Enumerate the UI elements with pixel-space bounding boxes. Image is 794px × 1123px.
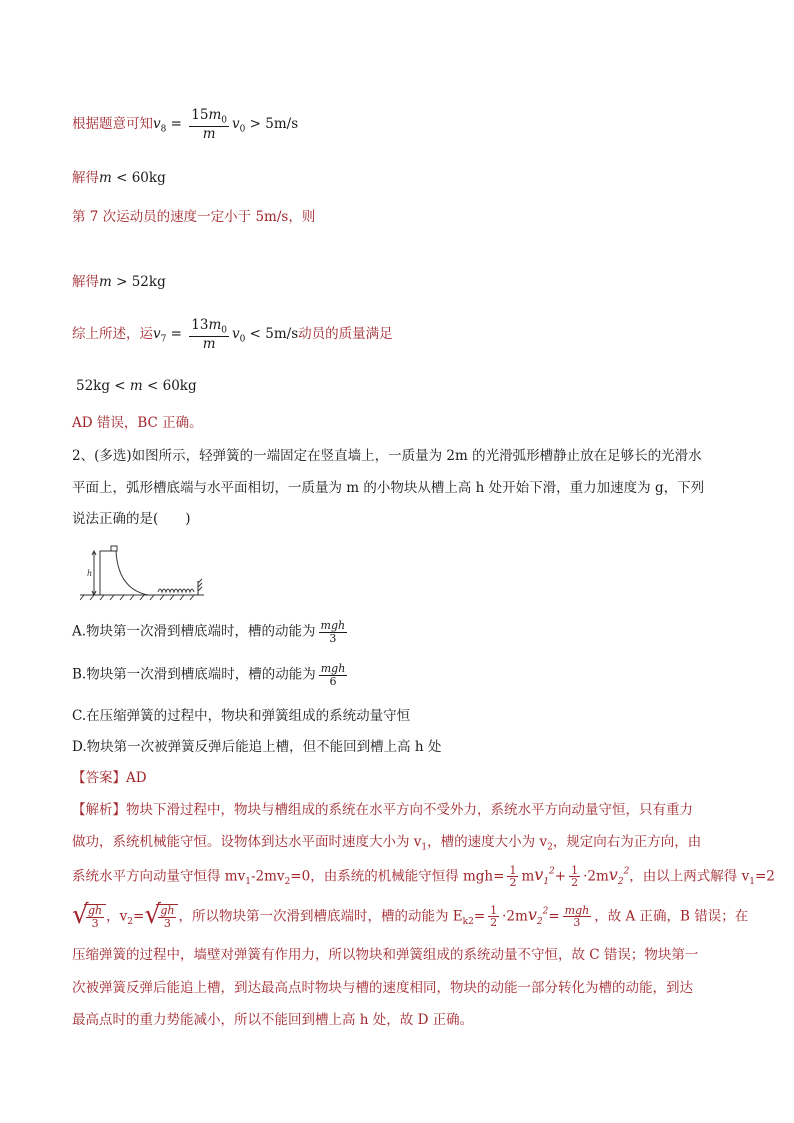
sub-0: 0 [239,124,246,135]
s42: 2 [127,917,134,928]
a4a: ，v [106,908,128,925]
f2n: 1 [571,863,579,877]
a4c: ，所以物块第一次滑到槽底端时，槽的动能为 E [178,908,463,925]
answer-line [72,768,147,788]
fraction-13m0-over-m [189,318,229,351]
analysis-line-2 [72,832,701,858]
option-a-num: mgh [320,619,346,632]
option-b-fraction [319,663,348,687]
var-m: m [129,378,143,394]
question-2-line-3: 说法正确的是( ) [72,511,191,527]
question-2-line-1: 2、(多选)如图所示，轻弹簧的一端固定在竖直墙上，一质量为 2m 的光滑弧形槽静止放在足够长的光滑水 [72,448,702,464]
fraction-15m0-over-m [189,108,229,141]
analysis-line-6: 次被弹簧反弹后能追上槽，到达最高点时物块与槽的速度相同，物块的动能一部分转化为槽的动能，到达 [72,980,693,996]
eq-v7-suffix: 动员的质量满足 [298,326,393,343]
block [111,546,117,551]
a3e: + [554,868,567,885]
analysis-line-3 [72,862,775,893]
conclusion-text: AD 错误，BC 正确。 [72,415,203,431]
a4e: ·2m [502,908,528,925]
var-v0: v [232,116,240,133]
ground-hatch [80,595,194,600]
var-v0: v [232,326,240,343]
sub-1: 1 [421,842,428,853]
eq-v8-line [72,108,298,141]
a4f: = [548,908,560,925]
a3f: ·2m [583,868,609,885]
slope-spring-figure [80,545,210,601]
analysis-line-1 [72,800,693,820]
option-b [72,663,350,687]
analysis-text-1: 物块下滑过程中，物块与槽组成的系统在水平方向不受外力，系统水平方向动量守恒，只有重力 [126,802,693,818]
analysis-line-7: 最高点时的重力势能减小，所以不能回到槽上高 h 处，故 D 正确。 [72,1012,474,1028]
ek2-sub: k2 [462,917,474,928]
sqrt-gh-over-3-b: √ $\frac{gh}{3}$ [144,904,178,929]
range-right: < 60kg [142,378,197,394]
s32: 2 [284,877,291,888]
three-c: 3 [573,916,581,930]
num-coef: 13 [191,317,209,333]
answer-label: 【答案】 [72,770,126,786]
frac-half-1 [507,865,518,889]
eq-v8-tail: > 5m/s [245,116,299,133]
spring [158,589,194,592]
analysis-label: 【解析】 [72,802,126,818]
option-a-fraction [319,620,348,644]
sub-8: 8 [160,124,167,135]
option-b-den: 6 [329,674,337,688]
analysis-text-2a: 做功，系统机械能守恒。设物体到达水平面时速度大小为 v [72,834,422,850]
height-label: h [87,569,93,578]
f1d: 2 [509,876,517,890]
var-v: v [153,326,161,343]
seventh-run-text: 第 7 次运动员的速度一定小于 5m/s，则 [72,209,316,225]
three-b: 3 [163,916,171,930]
analysis-text-2b: ，槽的速度大小为 v [427,834,548,850]
result-m-lt-60 [72,168,166,188]
a3b: -2mv [250,868,285,885]
var-m: m [99,170,112,186]
eq-v7-line [72,318,393,351]
v2-squared: $v_2^2$ [608,865,630,888]
option-b-text: B.物块第一次滑到槽底端时，槽的动能为 [72,666,316,683]
option-a [72,620,350,644]
eq-v7-prefix: 综上所述，运 [72,326,153,343]
option-d: D.物块第一次被弹簧反弹后能追上槽，但不能回到槽上高 h 处 [72,739,442,755]
three-a: 3 [91,916,99,930]
var-v: v [153,116,161,133]
num-sub: 0 [221,115,228,126]
sqrt-gh-over-3-a: √ $\frac{gh}{3}$ [72,904,106,929]
num-var: m [208,317,222,333]
answer-value: AD [126,770,147,786]
mgh: mgh [564,903,590,917]
f2d: 2 [571,876,579,890]
num-coef: 15 [191,107,209,123]
wall-hatch [198,579,202,591]
eq-v8-prefix: 根据题意可知 [72,116,153,133]
a4g: ，故 A 正确，B 错误；在 [594,908,749,925]
a3g: ，由以上两式解得 v [629,868,750,885]
range-left: 52kg < [76,378,130,394]
gh-a: gh [88,904,103,918]
s31: 1 [245,877,251,888]
sub-2: 2 [547,842,553,853]
a3d: m [521,868,535,885]
a3h: =2 [754,868,775,885]
analysis-line-5: 压缩弹簧的过程中，墙壁对弹簧有作用力，所以物块和弹簧组成的系统动量不守恒，故 C 错误；物块第一 [72,947,699,963]
gh-b: gh [160,904,175,918]
result-tail: > 52kg [111,274,166,290]
sub-7: 7 [160,334,167,345]
question-2-line-2: 平面上，弧形槽底端与水平面相切，一质量为 m 的小物块从槽上高 h 处开始下滑，重力加速度为 g，下列 [72,480,705,496]
den-var: m [202,126,216,143]
f1n: 1 [509,863,517,877]
v2-squared-b: $v_2^2$ [527,905,549,928]
num-sub: 0 [221,325,228,336]
option-a-den: 3 [329,631,337,645]
frac-mgh-3 [563,905,592,929]
v1-squared: $v_1^2$ [534,865,555,888]
var-m: m [99,274,112,290]
mass-range [76,376,197,396]
result-prefix: 解得 [72,170,99,186]
den-var: m [202,336,216,353]
result-prefix: 解得 [72,274,99,290]
curved-groove [100,551,148,595]
eq-v7-tail: < 5m/s [245,326,299,343]
option-b-num: mgh [320,662,346,675]
eq-sign: = [166,116,187,133]
analysis-line-4 [72,902,748,933]
analysis-text-2c: ，规定向右为正方向，由 [552,834,702,850]
sub-0: 0 [239,334,246,345]
a4d: = [473,908,486,925]
option-a-text: A.物块第一次滑到槽底端时，槽的动能为 [72,623,316,640]
f3d: 2 [490,916,498,930]
a4b: = [133,908,145,925]
f3n: 1 [490,903,498,917]
eq-sign: = [166,326,187,343]
num-var: m [208,107,222,123]
result-m-gt-52 [72,272,166,292]
frac-half-3 [488,905,499,929]
result-tail: < 60kg [111,170,166,186]
a3a: 系统水平方向动量守恒得 mv [72,868,246,885]
option-c: C.在压缩弹簧的过程中，物块和弹簧组成的系统动量守恒 [72,708,411,724]
frac-half-2 [569,865,580,889]
a3c: =0，由系统的机械能守恒得 mgh= [290,868,505,885]
s33: 1 [749,877,755,888]
